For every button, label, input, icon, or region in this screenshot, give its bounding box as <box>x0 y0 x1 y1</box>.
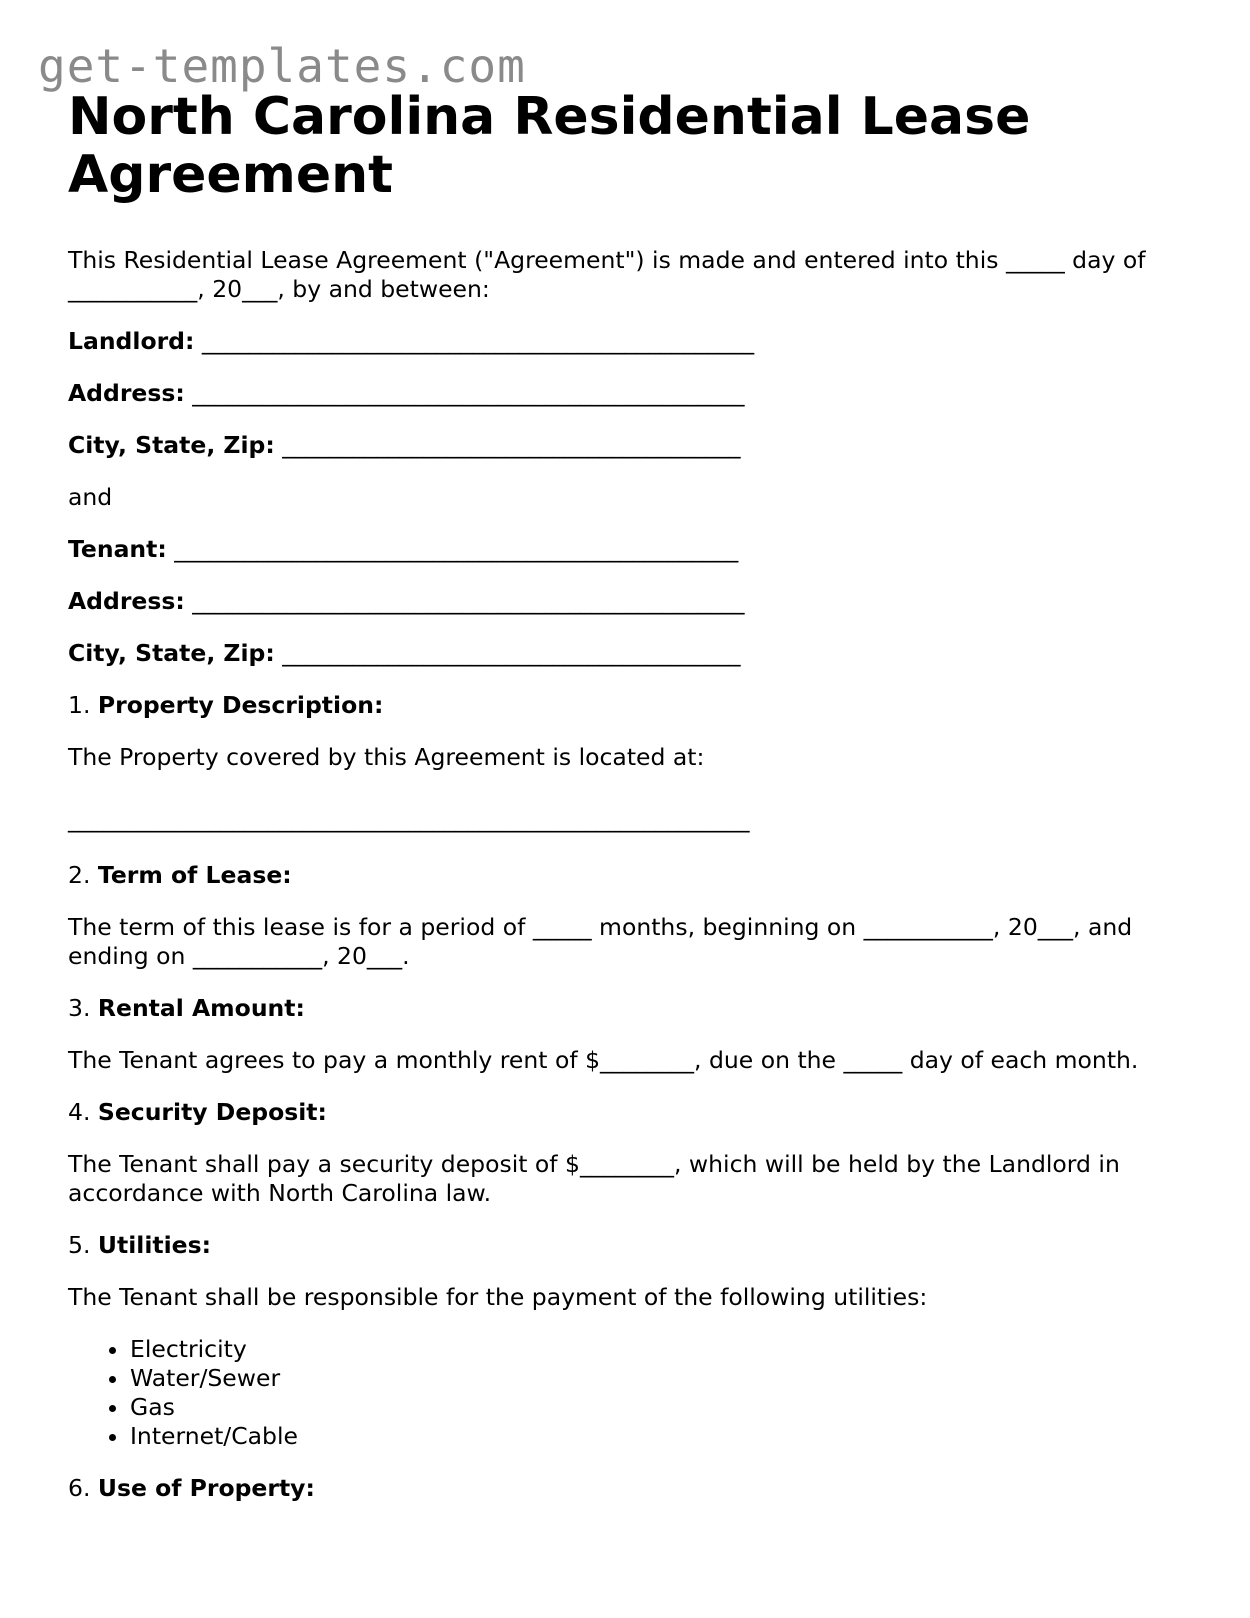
tenant-label: Tenant: <box>68 535 167 563</box>
section-number: 5. <box>68 1231 91 1259</box>
deposit-text: The Tenant shall pay a security deposit of $________, which will be held by the Landlord in accordance with North Carolina law. <box>68 1150 1120 1207</box>
section-number: 2. <box>68 861 91 889</box>
list-item: • Electricity <box>130 1335 1188 1364</box>
term-text: The term of this lease is for a period of _____ months, beginning on ___________, 20___, and ending on ___________, 20___. <box>68 913 1133 970</box>
section-title: Utilities: <box>97 1231 211 1259</box>
tenant-name-blank: ________________________________________________ <box>174 535 739 563</box>
tenant-city-blank: _______________________________________ <box>282 639 741 667</box>
tenant-name-field <box>68 535 1188 564</box>
tenant-city-label: City, State, Zip: <box>68 639 275 667</box>
section-number: 6. <box>68 1474 91 1502</box>
section-heading-property <box>68 691 1188 720</box>
list-item: • Gas <box>130 1393 1188 1422</box>
tenant-city-field <box>68 639 1188 668</box>
section-title: Rental Amount: <box>97 994 305 1022</box>
section-heading-deposit <box>68 1098 1188 1127</box>
tenant-address-label: Address: <box>68 587 185 615</box>
list-item: • Water/Sewer <box>130 1364 1188 1393</box>
tenant-address-blank: _______________________________________________ <box>192 587 745 615</box>
section-number: 1. <box>68 691 91 719</box>
landlord-name-field <box>68 327 1188 356</box>
tenant-address-field <box>68 587 1188 616</box>
section-number: 3. <box>68 994 91 1022</box>
section-heading-utilities <box>68 1231 1188 1260</box>
utilities-text: The Tenant shall be responsible for the payment of the following utilities: <box>68 1283 928 1311</box>
section-heading-rent <box>68 994 1188 1023</box>
landlord-address-blank: _______________________________________________ <box>192 379 745 407</box>
document-page <box>68 88 1188 1503</box>
landlord-address-field <box>68 379 1188 408</box>
landlord-city-field <box>68 431 1188 460</box>
section-number: 4. <box>68 1098 91 1126</box>
section-heading-use <box>68 1474 1188 1503</box>
and-text: and <box>68 483 113 511</box>
rent-text: The Tenant agrees to pay a monthly rent of $________, due on the _____ day of each month. <box>68 1046 1139 1074</box>
section-title: Property Description: <box>97 691 384 719</box>
section-title: Security Deposit: <box>97 1098 327 1126</box>
utilities-list <box>68 1335 1188 1451</box>
landlord-label: Landlord: <box>68 327 195 355</box>
list-item: • Internet/Cable <box>130 1422 1188 1451</box>
section-heading-term <box>68 861 1188 890</box>
watermark: get-templates.com <box>38 39 526 93</box>
landlord-city-blank: _______________________________________ <box>282 431 741 459</box>
landlord-address-label: Address: <box>68 379 185 407</box>
section-title: Term of Lease: <box>97 861 292 889</box>
section-title: Use of Property: <box>97 1474 315 1502</box>
page-title: North Carolina Residential Lease Agreement <box>68 87 1031 205</box>
intro-paragraph: This Residential Lease Agreement ("Agreement") is made and entered into this _____ day of ___________, 20___, by and between: <box>68 246 1146 303</box>
landlord-city-label: City, State, Zip: <box>68 431 275 459</box>
property-address-blank: __________________________________________________________ <box>68 805 750 833</box>
property-text: The Property covered by this Agreement is located at: <box>68 743 705 771</box>
landlord-name-blank: _______________________________________________ <box>201 327 755 355</box>
